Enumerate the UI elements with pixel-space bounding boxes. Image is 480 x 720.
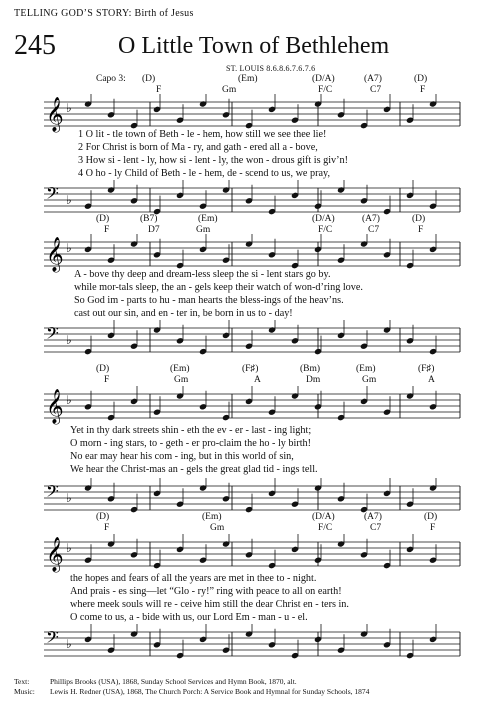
chord: D7 xyxy=(148,225,160,235)
bass-staff xyxy=(0,624,480,674)
lyric-line: Yet in thy dark streets shin - eth the ev - er - last - ing light; xyxy=(70,425,312,436)
chord: F xyxy=(420,85,426,95)
lyric-line: O come to us, a - bide with us, our Lord Em - man - u - el. xyxy=(70,612,308,623)
lyric-line: 3 How si - lent - ly, how si - lent - ly, the won - drous gift is giv’n! xyxy=(78,155,349,166)
chord: (A7) xyxy=(362,214,380,224)
music-credit: Lewis H. Redner (USA), 1868, The Church Porch: A Service Book and Hymnal for Sunday Schools, 1874 xyxy=(50,687,370,696)
lyric-line: 2 For Christ is born of Ma - ry, and gath - ered all a - bove, xyxy=(78,142,318,153)
chord: (D) xyxy=(96,512,110,522)
lyrics-block xyxy=(0,268,480,320)
chord: (Em) xyxy=(198,214,218,224)
chord: (Em) xyxy=(238,74,258,84)
key-signature-flat: ♭ xyxy=(66,541,72,555)
chord: (D) xyxy=(412,214,426,224)
chord: (A7) xyxy=(364,74,382,84)
chord: (Em) xyxy=(202,512,222,522)
chord: Gm xyxy=(362,375,377,385)
lyric-line: We hear the Christ-mas an - gels the great glad tid - ings tell. xyxy=(70,464,318,475)
treble-clef: 𝄞 xyxy=(46,389,64,424)
chord: Dm xyxy=(306,375,321,385)
chord: F xyxy=(156,85,162,95)
chord: (D) xyxy=(96,214,110,224)
chord: F xyxy=(104,375,110,385)
lyric-line: And prais - es sing—let “Glo - ry!” ring with peace to all on earth! xyxy=(70,586,342,597)
lyric-line: 1 O lit - tle town of Beth - le - hem, how still we see thee lie! xyxy=(78,129,327,140)
bass-staff xyxy=(0,320,480,370)
bass-clef: 𝄢 xyxy=(46,627,59,651)
key-signature-flat: ♭ xyxy=(66,333,72,347)
chord: (D) xyxy=(414,74,428,84)
chord: Gm xyxy=(196,225,211,235)
chord: (D/A) xyxy=(312,74,335,84)
chord: (D/A) xyxy=(312,214,335,224)
chord: C7 xyxy=(370,523,382,533)
key-signature-flat: ♭ xyxy=(66,491,72,505)
lyric-line: O morn - ing stars, to - geth - er pro-claim the ho - ly birth! xyxy=(70,438,312,449)
chord: A xyxy=(428,375,435,385)
hymn-title: O Little Town of Bethlehem xyxy=(118,33,390,59)
music-credit-label: Music: xyxy=(14,687,35,696)
chord: F xyxy=(430,523,436,533)
key-signature-flat: ♭ xyxy=(66,637,72,651)
chord: (A7) xyxy=(364,512,382,522)
chord: (D) xyxy=(142,74,156,84)
chord: (D) xyxy=(424,512,438,522)
chord: Gm xyxy=(174,375,189,385)
chord: F/C xyxy=(318,225,333,235)
hymn-number: 245 xyxy=(14,30,56,61)
chord: C7 xyxy=(370,85,382,95)
chord: (F♯) xyxy=(242,364,259,374)
chord: (Em) xyxy=(356,364,376,374)
tune-name: ST. LOUIS 8.6.8.6.7.6.7.6 xyxy=(226,64,316,73)
lyrics-block xyxy=(0,128,480,180)
text-credit: Phillips Brooks (USA), 1868, Sunday School Services and Hymn Book, 1870, alt. xyxy=(50,677,297,686)
credits-footer xyxy=(14,677,474,697)
treble-clef: 𝄞 xyxy=(46,97,64,132)
key-signature-flat: ♭ xyxy=(66,393,72,407)
lyric-line: So God im - parts to hu - man hearts the bless-ings of the heav’ns. xyxy=(74,295,344,306)
bass-clef: 𝄢 xyxy=(46,481,59,505)
treble-clef: 𝄞 xyxy=(46,237,64,272)
chord: A xyxy=(254,375,261,385)
chord: (Bm) xyxy=(300,364,321,374)
treble-clef: 𝄞 xyxy=(46,537,64,572)
chord: F/C xyxy=(318,85,333,95)
chord: (D) xyxy=(96,364,110,374)
chord: Gm xyxy=(210,523,225,533)
section-header: TELLING GOD’S STORY: Birth of Jesus xyxy=(14,8,194,19)
lyric-line: the hopes and fears of all the years are met in thee to - night. xyxy=(70,573,317,584)
chord: (Em) xyxy=(170,364,190,374)
chord: F/C xyxy=(318,523,333,533)
lyric-line: No ear may hear his com - ing, but in this world of sin, xyxy=(70,451,294,462)
lyric-line: cast out our sin, and en - ter in, be born in us to - day! xyxy=(74,308,293,319)
lyric-line: A - bove thy deep and dream-less sleep the si - lent stars go by. xyxy=(74,269,331,280)
key-signature-flat: ♭ xyxy=(66,101,72,115)
lyric-line: 4 O ho - ly Child of Beth - le - hem, de - scend to us, we pray, xyxy=(78,168,330,179)
chord: F xyxy=(418,225,424,235)
chord: Gm xyxy=(222,85,237,95)
capo-label: Capo 3: xyxy=(96,74,126,84)
chord: (D/A) xyxy=(312,512,335,522)
text-credit-label: Text: xyxy=(14,677,30,686)
key-signature-flat: ♭ xyxy=(66,241,72,255)
lyric-line: while mor-tals sleep, the an - gels keep their watch of won-d’ring love. xyxy=(74,282,363,293)
lyric-line: where meek souls will re - ceive him still the dear Christ en - ters in. xyxy=(70,599,349,610)
lyrics-block xyxy=(0,424,480,476)
chord: F xyxy=(104,523,110,533)
chord: F xyxy=(104,225,110,235)
chord: (B7) xyxy=(140,214,158,224)
lyrics-block xyxy=(0,572,480,624)
key-signature-flat: ♭ xyxy=(66,193,72,207)
chord: C7 xyxy=(368,225,380,235)
bass-clef: 𝄢 xyxy=(46,183,59,207)
chord: (F♯) xyxy=(418,364,435,374)
bass-clef: 𝄢 xyxy=(46,323,59,347)
